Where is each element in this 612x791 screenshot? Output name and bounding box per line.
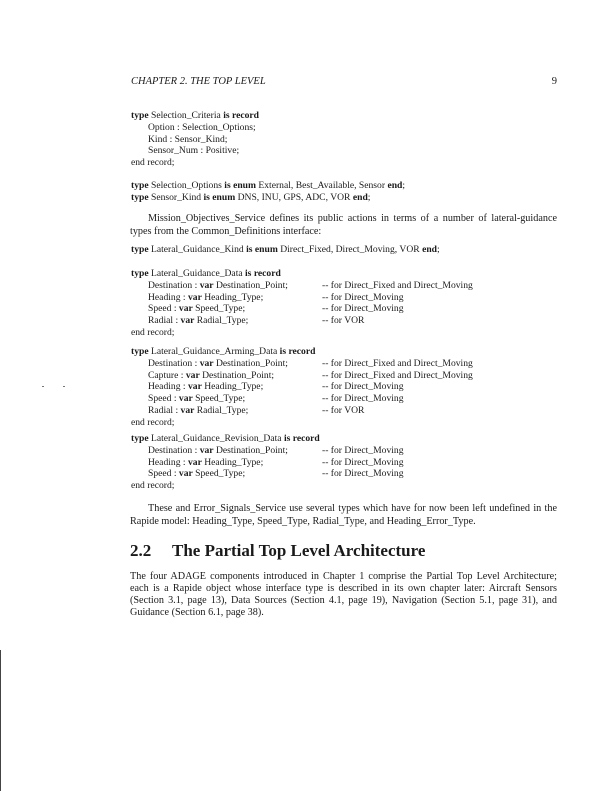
- code-line: [131, 369, 473, 382]
- code-line: [131, 180, 405, 192]
- code-keyword: end: [422, 244, 437, 255]
- code-text: Heading_Type;: [201, 291, 264, 303]
- code-text: Lateral_Guidance_Revision_Data: [148, 433, 284, 444]
- code-line: [131, 456, 404, 469]
- code-text: Option : Selection_Options;: [148, 121, 256, 133]
- code-line: [131, 303, 404, 315]
- code-comment: -- for VOR: [322, 404, 365, 416]
- code-line: [131, 357, 473, 370]
- code-lateral-guidance-arming-data: [131, 346, 473, 428]
- code-text: end record;: [131, 416, 175, 428]
- code-text: Lateral_Guidance_Arming_Data: [148, 346, 280, 357]
- code-keyword: is record: [245, 268, 281, 279]
- code-line: [131, 122, 259, 134]
- scan-edge-line: [0, 650, 1, 791]
- code-keyword: is enum: [246, 244, 278, 255]
- paragraph-mission-objectives: [130, 213, 557, 238]
- code-text: Selection_Criteria: [148, 110, 224, 121]
- scan-speck: [42, 386, 44, 387]
- code-text: Speed_Type;: [192, 393, 246, 404]
- code-lateral-guidance-data: [131, 268, 473, 339]
- code-comment: -- for Direct_Moving: [322, 456, 404, 468]
- code-text: end record;: [131, 326, 175, 338]
- code-line: [131, 291, 404, 304]
- code-text: Radial :: [148, 404, 181, 416]
- code-text: ;: [402, 180, 406, 191]
- code-text: Destination_Point;: [213, 279, 288, 291]
- chapter-title: CHAPTER 2. THE TOP LEVEL: [131, 76, 266, 87]
- code-keyword: type: [131, 433, 149, 444]
- code-keyword: var: [187, 381, 202, 393]
- code-line: [131, 327, 288, 339]
- code-keyword: end: [352, 191, 368, 203]
- code-keyword: var: [199, 279, 214, 291]
- code-line: [131, 134, 259, 146]
- code-lateral-guidance-revision-data: [131, 433, 404, 492]
- code-keyword: var: [178, 303, 193, 315]
- code-keyword: type: [131, 268, 149, 279]
- code-keyword: is record: [223, 110, 259, 121]
- section-heading: [130, 541, 425, 561]
- code-line: [131, 346, 315, 358]
- code-keyword: type: [131, 110, 149, 121]
- code-text: Heading :: [148, 456, 188, 468]
- code-text: Capture :: [148, 369, 186, 381]
- page-number: 9: [551, 76, 557, 87]
- code-text: Destination :: [148, 444, 200, 456]
- code-keyword: is record: [279, 346, 316, 357]
- code-keyword: type: [131, 180, 149, 191]
- code-keyword: is enum: [203, 191, 236, 203]
- code-keyword: is record: [283, 433, 320, 444]
- code-keyword: end: [387, 180, 403, 191]
- code-comment: -- for VOR: [322, 315, 365, 326]
- code-text: Speed_Type;: [192, 468, 246, 480]
- code-line: [131, 244, 440, 256]
- running-header: [131, 76, 557, 87]
- code-text: Speed :: [148, 393, 179, 404]
- paragraph-text: The four ADAGE components introduced in Chapter 1 comprise the Partial Top Level Architecture; each is a Rapide object whose interface type is described in its own chapter later: Aircraft Sensors (Section 3.1, page 13), Data Sources (Section 4.1, page 19), Navigation (Section 5.1, page 31), and Guidance (Section 6.1, page 38).: [130, 571, 557, 618]
- code-text: Speed_Type;: [192, 303, 246, 315]
- code-text: Radial_Type;: [194, 315, 249, 326]
- code-line: [131, 393, 404, 405]
- code-keyword: is enum: [224, 180, 256, 191]
- code-line: [131, 157, 259, 169]
- code-line: [131, 315, 365, 327]
- code-line: [131, 404, 365, 417]
- code-text: Radial :: [148, 315, 181, 326]
- code-keyword: var: [180, 315, 195, 326]
- paragraph-architecture: [130, 571, 557, 619]
- code-text: External, Best_Available, Sensor: [256, 180, 388, 191]
- code-keyword: type: [131, 244, 149, 255]
- code-text: Speed :: [148, 303, 179, 315]
- code-line: [131, 480, 320, 492]
- code-text: Heading_Type;: [201, 456, 264, 468]
- code-comment: -- for Direct_Moving: [322, 381, 404, 393]
- code-comment: -- for Direct_Moving: [322, 393, 404, 404]
- code-text: Destination_Point;: [213, 357, 288, 369]
- code-comment: -- for Direct_Moving: [322, 444, 404, 456]
- code-text: ;: [437, 244, 440, 255]
- code-text: Selection_Options: [148, 180, 225, 191]
- code-comment: -- for Direct_Moving: [322, 291, 404, 303]
- code-text: Destination :: [148, 279, 200, 291]
- code-text: Radial_Type;: [194, 404, 249, 416]
- code-selection-criteria: [131, 110, 259, 169]
- code-text: Lateral_Guidance_Kind: [148, 244, 247, 255]
- code-keyword: var: [178, 468, 193, 480]
- code-line: [131, 444, 404, 457]
- code-keyword: type: [131, 346, 149, 357]
- code-text: end record;: [131, 157, 175, 168]
- code-text: Sensor_Num : Positive;: [148, 145, 240, 157]
- paragraph-text: These and Error_Signals_Service use several types which have for now been left undefined in the Rapide model: Heading_Type, Speed_Type, Radial_Type, and Heading_Error_Type.: [130, 503, 557, 527]
- code-comment: -- for Direct_Fixed and Direct_Moving: [322, 357, 473, 369]
- code-line: [131, 381, 404, 393]
- code-text: ;: [367, 191, 371, 203]
- code-line: [131, 417, 315, 429]
- code-comment: -- for Direct_Moving: [322, 303, 404, 315]
- code-text: DNS, INU, GPS, ADC, VOR: [235, 191, 353, 203]
- code-keyword: var: [187, 291, 202, 303]
- code-text: end record;: [131, 480, 175, 491]
- code-lateral-guidance-kind: [131, 244, 440, 256]
- code-line: [131, 268, 288, 280]
- code-comment: -- for Direct_Fixed and Direct_Moving: [322, 369, 473, 381]
- code-comment: -- for Direct_Fixed and Direct_Moving: [322, 279, 473, 291]
- code-line: [131, 145, 259, 157]
- code-text: Sensor_Kind: [148, 191, 204, 203]
- code-line: [131, 279, 473, 292]
- code-line: [131, 192, 405, 204]
- paragraph-text: Mission_Objectives_Service defines its public actions in terms of a number of lateral-guidance types from the Common_Definitions interface:: [130, 213, 557, 237]
- code-comment: -- for Direct_Moving: [322, 468, 404, 480]
- code-keyword: var: [180, 404, 195, 416]
- code-text: Lateral_Guidance_Data: [148, 268, 246, 279]
- code-keyword: var: [187, 456, 202, 468]
- code-keyword: var: [185, 369, 200, 381]
- code-keyword: var: [199, 444, 214, 456]
- section-title: The Partial Top Level Architecture: [172, 541, 426, 560]
- code-text: Heading :: [148, 381, 188, 393]
- scan-speck: [63, 386, 65, 387]
- code-line: [131, 468, 404, 480]
- section-number: 2.2: [130, 541, 152, 560]
- code-text: Destination :: [148, 357, 200, 369]
- code-text: Destination_Point;: [213, 444, 288, 456]
- code-text: Speed :: [148, 468, 179, 480]
- code-text: Heading :: [148, 291, 188, 303]
- code-text: Destination_Point;: [199, 369, 275, 381]
- code-text: Kind : Sensor_Kind;: [148, 133, 228, 145]
- code-keyword: var: [199, 357, 214, 369]
- code-text: Direct_Fixed, Direct_Moving, VOR: [277, 244, 423, 255]
- code-keyword: type: [131, 191, 149, 203]
- code-line: [131, 110, 259, 122]
- paragraph-undefined-types: [130, 503, 557, 528]
- code-enum-types: [131, 180, 405, 204]
- code-text: Heading_Type;: [201, 381, 264, 393]
- code-line: [131, 433, 320, 445]
- code-keyword: var: [178, 393, 193, 404]
